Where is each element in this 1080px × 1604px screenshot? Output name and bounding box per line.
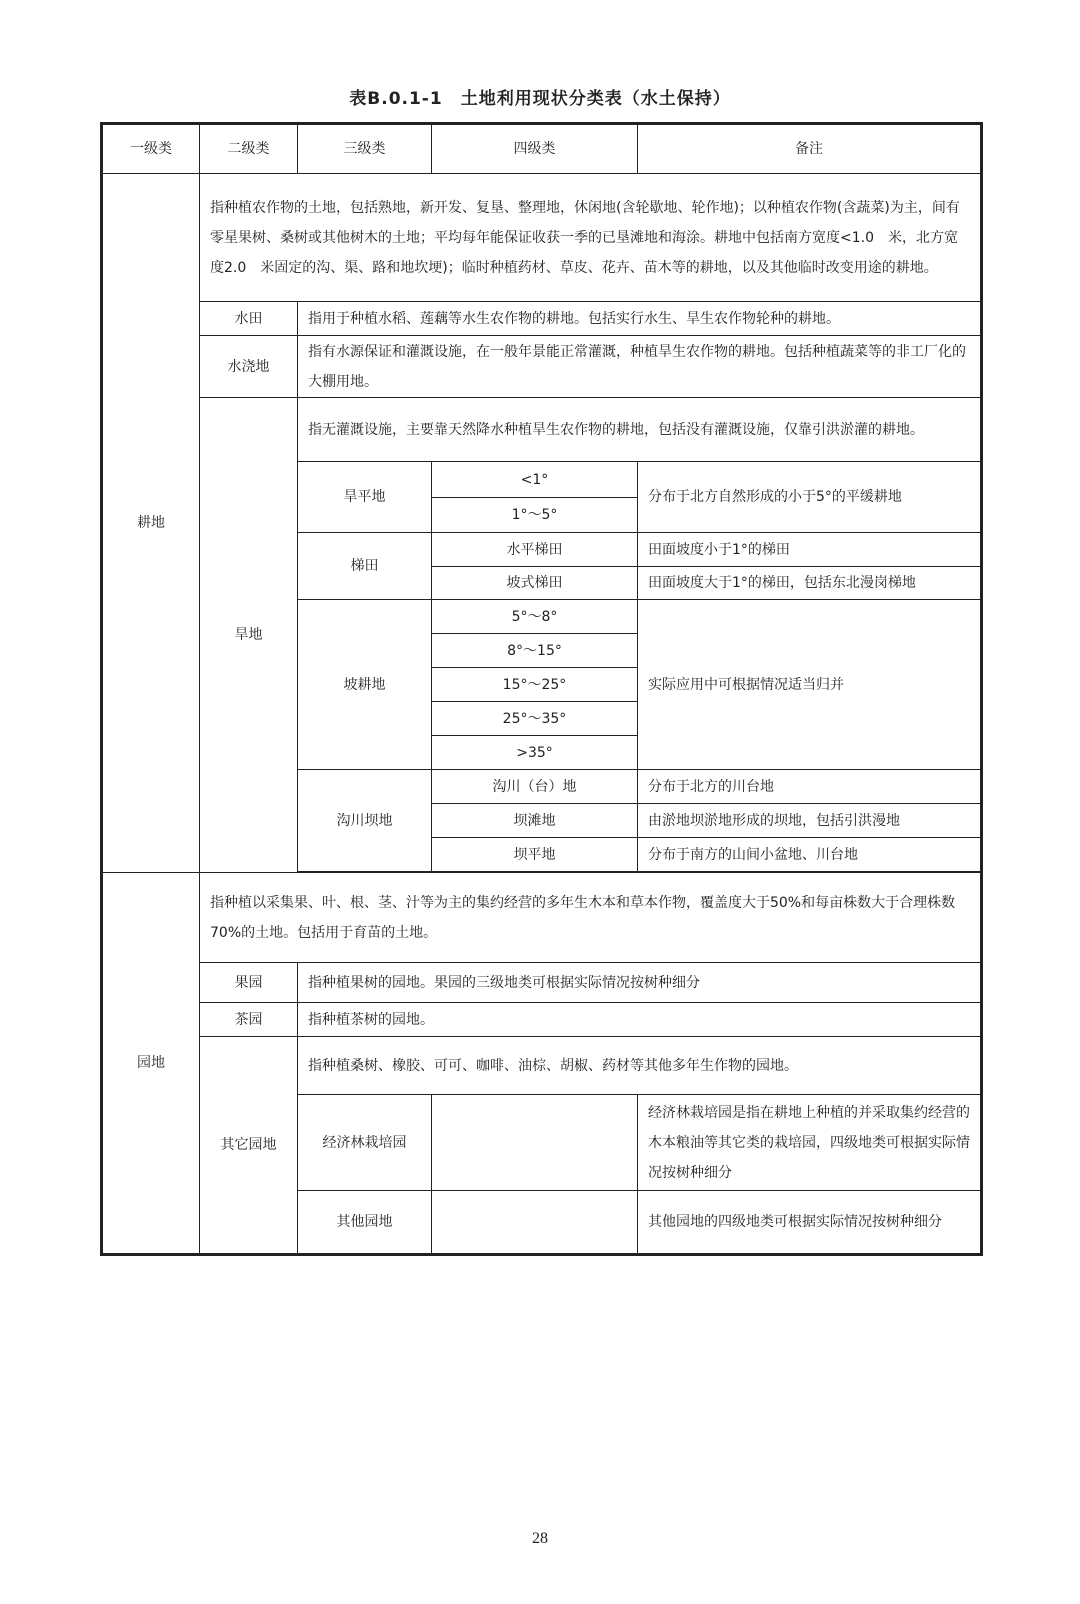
table-row: [102, 398, 982, 462]
note-cell: 田面坡度大于1°的梯田，包括东北漫岗梯地: [638, 567, 982, 600]
table-row: [102, 174, 982, 302]
header-level2: 二级类: [200, 124, 298, 174]
level2-shuijiaodi: 水浇地: [200, 336, 298, 398]
header-level1: 一级类: [102, 124, 200, 174]
level3-gouchuanbadi: 沟川坝地: [298, 770, 432, 872]
table-row: [102, 1037, 982, 1095]
note-cell: 经济林栽培园是指在耕地上种植的并采取集约经营的木本粮油等其它类的栽培园，四级地类可根据实际情况按树种细分: [638, 1095, 982, 1191]
note-cell: 由淤地坝淤地形成的坝地，包括引洪漫地: [638, 804, 982, 838]
note-cell: 分布于北方的川台地: [638, 770, 982, 804]
table-header-row: [102, 124, 982, 174]
table-row: [102, 963, 982, 1003]
level4-cell: 坝平地: [432, 838, 638, 872]
level4-cell: 8°～15°: [432, 634, 638, 668]
level1-yuandi: 园地: [102, 873, 200, 1255]
table-row: [102, 873, 982, 963]
level4-cell: 15°～25°: [432, 668, 638, 702]
shuijiaodi-description: 指有水源保证和灌溉设施，在一般年景能正常灌溉，种植旱生农作物的耕地。包括种植蔬菜等的非工厂化的大棚用地。: [298, 336, 982, 398]
page-number: 28: [532, 1530, 548, 1547]
chayuan-description: 指种植茶树的园地。: [298, 1003, 982, 1037]
note-cell: 田面坡度小于1°的梯田: [638, 533, 982, 567]
yuandi-description: 指种植以采集果、叶、根、茎、汁等为主的集约经营的多年生木本和草本作物，覆盖度大于50%和每亩株数大于合理株数70%的土地。包括用于育苗的土地。: [200, 873, 982, 963]
note-cell: 其他园地的四级地类可根据实际情况按树种细分: [638, 1191, 982, 1255]
level4-cell: <1°: [432, 462, 638, 498]
land-use-classification-table: [100, 122, 983, 1256]
level4-cell: 沟川（台）地: [432, 770, 638, 804]
level4-cell: 坝滩地: [432, 804, 638, 838]
gengdi-description: 指种植农作物的土地，包括熟地，新开发、复垦、整理地，休闲地(含轮歇地、轮作地)；以种植农作物(含蔬菜)为主，间有零星果树、桑树或其他树木的土地；平均每年能保证收获一季的已垦滩地和海涂。耕地中包括南方宽度<1.0 米，北方宽度2.0 米固定的沟、渠、路和地坎埂)；临时种植药材、草皮、花卉、苗木等的耕地，以及其他临时改变用途的耕地。: [200, 174, 982, 302]
level4-cell: 水平梯田: [432, 533, 638, 567]
level3-titian: 梯田: [298, 533, 432, 600]
header-level3: 三级类: [298, 124, 432, 174]
level2-qitayuandi: 其它园地: [200, 1037, 298, 1255]
level2-handi: 旱地: [200, 398, 298, 873]
header-level4: 四级类: [432, 124, 638, 174]
level4-cell: 1°～5°: [432, 498, 638, 533]
table-row: [102, 336, 982, 398]
level4-cell: 25°～35°: [432, 702, 638, 736]
shuitian-description: 指用于种植水稻、莲藕等水生农作物的耕地。包括实行水生、旱生农作物轮种的耕地。: [298, 302, 982, 336]
level2-chayuan: 茶园: [200, 1003, 298, 1037]
level3-pogengdi: 坡耕地: [298, 600, 432, 770]
table-row: [102, 302, 982, 336]
header-note: 备注: [638, 124, 982, 174]
level1-gengdi: 耕地: [102, 174, 200, 873]
level2-shuitian: 水田: [200, 302, 298, 336]
guoyuan-description: 指种植果树的园地。果园的三级地类可根据实际情况按树种细分: [298, 963, 982, 1003]
level4-cell-empty: [432, 1095, 638, 1191]
level4-cell: >35°: [432, 736, 638, 770]
level4-cell: 坡式梯田: [432, 567, 638, 600]
note-cell: 分布于南方的山间小盆地、川台地: [638, 838, 982, 872]
level3-qitayuandi: 其他园地: [298, 1191, 432, 1255]
handi-description: 指无灌溉设施，主要靠天然降水种植旱生农作物的耕地，包括没有灌溉设施，仅靠引洪淤灌的耕地。: [298, 398, 982, 462]
note-cell: 分布于北方自然形成的小于5°的平缓耕地: [638, 462, 982, 533]
table-row: [102, 1003, 982, 1037]
level3-hanpingdi: 旱平地: [298, 462, 432, 533]
qitayuandi-description: 指种植桑树、橡胶、可可、咖啡、油棕、胡椒、药材等其他多年生作物的园地。: [298, 1037, 982, 1095]
page-title: 表B.0.1-1 土地利用现状分类表（水土保持）: [349, 89, 731, 109]
level4-cell-empty: [432, 1191, 638, 1255]
level4-cell: 5°～8°: [432, 600, 638, 634]
level3-jingjilinzaipeiyuan: 经济林栽培园: [298, 1095, 432, 1191]
level2-guoyuan: 果园: [200, 963, 298, 1003]
note-cell: 实际应用中可根据情况适当归并: [638, 600, 982, 770]
